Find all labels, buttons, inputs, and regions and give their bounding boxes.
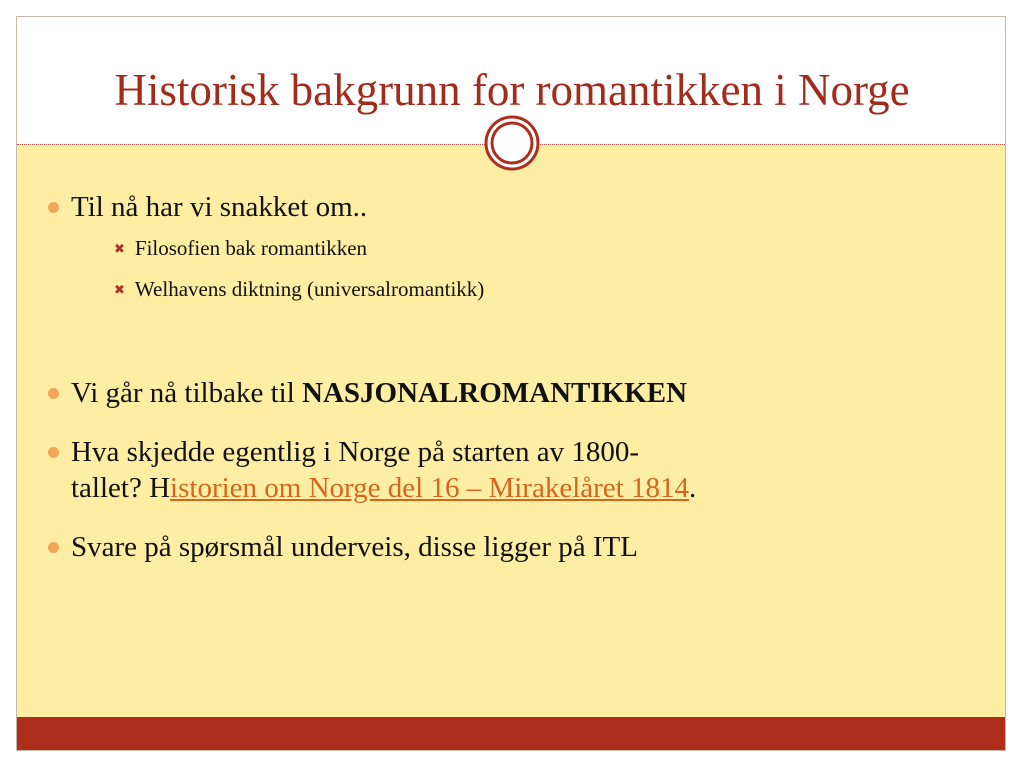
bullet-2-bold: NASJONALROMANTIKKEN xyxy=(302,377,688,409)
bullet-3-text xyxy=(71,434,696,506)
star-cross-icon: ✖ xyxy=(114,282,125,297)
bullet-3 xyxy=(48,434,696,506)
double-ring-icon xyxy=(484,115,540,171)
bullet-2 xyxy=(48,375,687,411)
content-area xyxy=(17,144,1006,717)
bullet-3-suffix: . xyxy=(688,472,697,504)
bullet-1 xyxy=(48,189,367,225)
bullet-4 xyxy=(48,529,638,565)
footer-bar xyxy=(17,717,1006,751)
sub-bullet-1-text: Filosofien bak romantikken xyxy=(134,236,368,260)
bullet-3-line2-prefix: tallet? H xyxy=(71,472,171,504)
bullet-3-line1: Hva skjedde egentlig i Norge på starten av 1800- xyxy=(71,436,640,468)
star-cross-icon: ✖ xyxy=(114,241,125,256)
slide xyxy=(16,16,1006,751)
sub-bullet-2 xyxy=(114,275,484,304)
bullet-dot-icon xyxy=(48,542,59,553)
sub-bullet-2-text: Welhavens diktning (universalromantikk) xyxy=(134,277,485,301)
bullet-2-text xyxy=(71,375,687,411)
slide-title: Historisk bakgrunn for romantikken i Norge xyxy=(114,65,910,115)
bullet-2-plain: Vi går nå tilbake til xyxy=(71,377,302,409)
bullet-1-text: Til nå har vi snakket om.. xyxy=(71,191,368,223)
sub-bullet-1 xyxy=(114,234,367,263)
bullet-dot-icon xyxy=(48,388,59,399)
bullet-dot-icon xyxy=(48,202,59,213)
history-video-link[interactable]: istorien om Norge del 16 – Mirakelåret 1814 xyxy=(170,472,689,504)
bullet-4-text: Svare på spørsmål underveis, disse ligger på ITL xyxy=(71,531,638,563)
bullet-dot-icon xyxy=(48,447,59,458)
